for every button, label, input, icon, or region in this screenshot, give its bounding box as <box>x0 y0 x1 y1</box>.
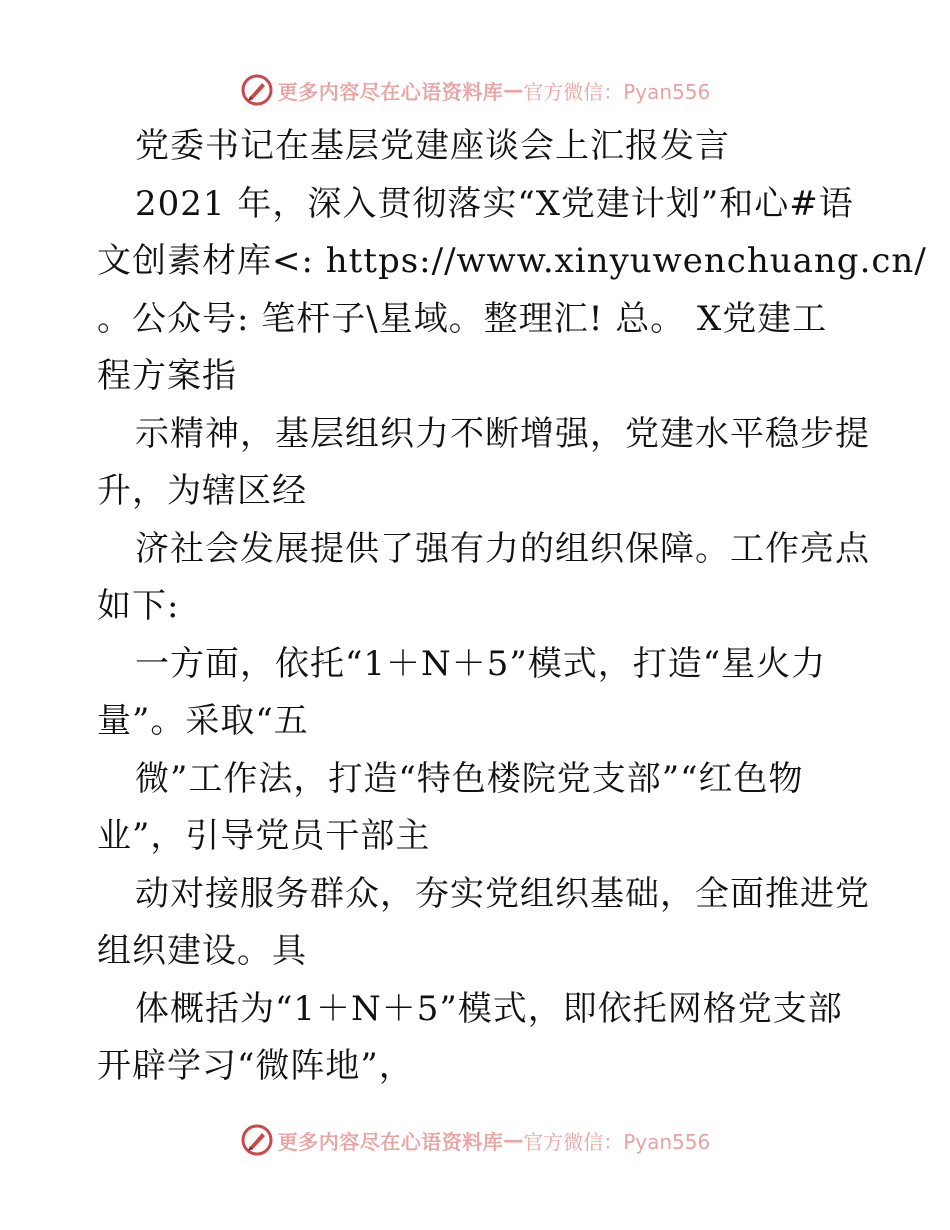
header-banner <box>0 70 950 110</box>
paragraph-line: 文创素材库<: https://www.xinyuwenchuang.cn/ <box>97 241 927 281</box>
banner-separator: — <box>503 1128 524 1152</box>
paragraph-line: 升，为辖区经 <box>97 471 307 511</box>
paragraph-line: 济社会发展提供了强有力的组织保障。工作亮点 <box>135 528 870 569</box>
paragraph-line: 动对接服务群众，夯实党组织基础，全面推进党 <box>135 873 870 914</box>
banner-separator: — <box>503 78 524 102</box>
paragraph-line: 业”，引导党员干部主 <box>97 816 431 856</box>
paragraph-line: 2021 年，深入贯彻落实“X党建计划”和心#语 <box>135 183 854 224</box>
document-body <box>97 118 927 1096</box>
document-title: 党委书记在基层党建座谈会上汇报发言 <box>135 126 730 166</box>
paragraph-line: 量”。采取“五 <box>97 701 309 741</box>
banner-wechat: 官方微信：Pyan556 <box>523 79 711 104</box>
banner-slogan: 更多内容尽在心语资料库 <box>277 1129 504 1154</box>
footer-banner <box>0 1120 950 1160</box>
banner-wechat: 官方微信：Pyan556 <box>523 1129 711 1154</box>
paragraph-line: 示精神，基层组织力不断增强，党建水平稳步提 <box>135 413 870 454</box>
paragraph-line: 开辟学习“微阵地”， <box>97 1046 414 1086</box>
pen-logo-icon <box>240 1123 274 1157</box>
paragraph-line: 一方面，依托“1＋N＋5”模式，打造“星火力 <box>135 643 827 684</box>
paragraph-line: 如下: <box>97 586 180 626</box>
paragraph-line: 程方案指 <box>97 356 237 396</box>
paragraph-line: 微”工作法，打造“特色楼院党支部”“红色物 <box>135 758 804 799</box>
banner-slogan: 更多内容尽在心语资料库 <box>277 79 504 104</box>
paragraph-line: 。公众号: 笔杆子\星域。整理汇! 总。 X党建工 <box>97 298 828 339</box>
paragraph-line: 组织建设。具 <box>97 931 307 971</box>
paragraph-line: 体概括为“1＋N＋5”模式，即依托网格党支部 <box>135 988 843 1029</box>
pen-logo-icon <box>240 73 274 107</box>
